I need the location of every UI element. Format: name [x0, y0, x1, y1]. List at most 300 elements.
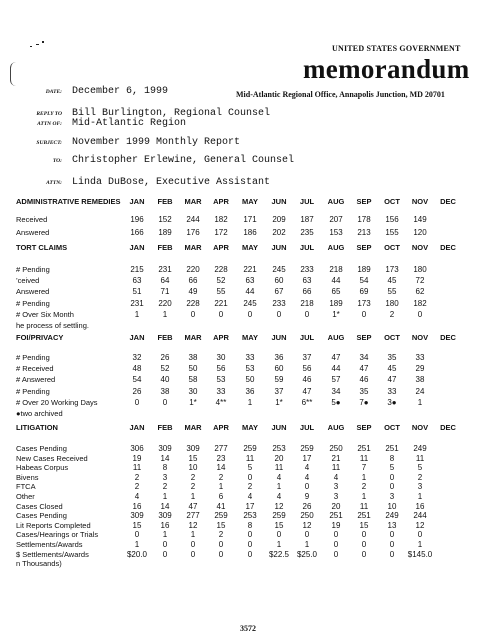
table-cell: 16	[132, 501, 142, 511]
month-header: JUN	[271, 243, 287, 252]
table-cell: 0	[162, 540, 168, 549]
table-cell: 1	[417, 397, 423, 407]
row-label: # Answered	[16, 375, 56, 385]
table-cell: 66	[302, 287, 312, 297]
table-cell: 0	[162, 549, 168, 559]
table-cell: 26	[302, 501, 312, 511]
table-cell: 12	[302, 520, 312, 530]
table-cell: 40	[160, 375, 170, 385]
table-cell: 38	[188, 353, 198, 362]
month-header: AUG	[327, 423, 345, 432]
month-header: AUG	[327, 243, 345, 252]
row-label: # Pending	[16, 265, 50, 274]
table-cell: 182	[413, 298, 427, 308]
table-cell: 59	[274, 375, 284, 385]
table-cell: 259	[214, 511, 228, 521]
month-header: DEC	[440, 243, 456, 252]
table-cell: 7	[361, 463, 367, 473]
table-cell: 10	[387, 501, 397, 511]
table-cell: 153	[329, 228, 343, 237]
table-cell: 21	[331, 453, 341, 463]
table-cell: 0	[389, 482, 395, 492]
table-cell: 36	[274, 353, 284, 362]
attn-of-value: Mid-Atlantic Region	[72, 118, 187, 129]
table-cell: 231	[158, 265, 172, 274]
table-cell: 1*	[332, 309, 340, 319]
table-cell: 63	[132, 276, 142, 286]
table-cell: 8	[389, 453, 395, 463]
table-cell: 309	[186, 444, 200, 453]
table-cell: 1	[162, 309, 168, 319]
table-cell: 218	[329, 265, 343, 274]
table-cell: 12	[188, 520, 198, 530]
table-cell: 38	[415, 375, 425, 385]
table-cell: 16	[160, 520, 170, 530]
month-header: MAR	[184, 197, 202, 206]
table-cell: 0	[218, 549, 224, 559]
table-cell: 34	[331, 386, 341, 396]
table-cell: 14	[160, 501, 170, 511]
table-cell: 2	[162, 482, 168, 492]
table-cell: 5	[389, 463, 395, 473]
row-label: $ Settlements/Awards	[16, 549, 89, 559]
table-cell: 189	[357, 265, 371, 274]
table-cell: 309	[158, 511, 172, 521]
table-cell: 155	[385, 228, 399, 237]
table-cell: 215	[130, 265, 144, 274]
table-cell: 1	[247, 397, 253, 407]
table-cell: 2	[134, 482, 140, 492]
row-label: # Pending	[16, 298, 50, 308]
month-header: DEC	[440, 333, 456, 342]
table-cell: 67	[274, 287, 284, 297]
table-cell: 15	[359, 520, 369, 530]
month-header: NOV	[411, 243, 429, 252]
table-cell: 37	[302, 353, 312, 362]
table-cell: 55	[387, 287, 397, 297]
table-cell: 235	[300, 228, 314, 237]
table-cell: 0	[190, 309, 196, 319]
table-cell: 48	[132, 364, 142, 374]
table-cell: 231	[130, 298, 144, 308]
date-value: December 6, 1999	[72, 86, 169, 97]
table-cell: 41	[216, 501, 226, 511]
table-cell: 0	[247, 472, 253, 482]
table-cell: 253	[272, 444, 286, 453]
table-cell: 156	[385, 215, 399, 224]
table-cell: 1	[361, 472, 367, 482]
month-header: MAY	[242, 243, 258, 252]
table-cell: 1	[218, 482, 224, 492]
table-cell: 0	[247, 309, 253, 319]
table-cell: 180	[413, 265, 427, 274]
row-label: # Over Six Month	[16, 309, 74, 319]
table-cell: 15	[216, 520, 226, 530]
row-label: ●two archived	[16, 409, 63, 418]
table-cell: 0	[389, 549, 395, 559]
table-cell: 2	[190, 472, 196, 482]
table-cell: 213	[357, 228, 371, 237]
table-cell: 218	[300, 298, 314, 308]
table-cell: 4**	[215, 397, 227, 407]
row-label: # Pending	[16, 386, 50, 396]
table-cell: 11	[331, 463, 341, 473]
table-cell: 35	[387, 353, 397, 362]
table-cell: 15	[274, 520, 284, 530]
row-label: he process of settling.	[16, 321, 89, 330]
month-header: NOV	[411, 197, 429, 206]
row-label: Answered	[16, 287, 50, 297]
table-cell: 36	[245, 386, 255, 396]
row-label: Received	[16, 215, 48, 224]
table-cell: 4	[276, 492, 282, 501]
table-cell: 34	[359, 353, 369, 362]
table-cell: 0	[218, 540, 224, 549]
table-cell: 244	[186, 215, 200, 224]
table-cell: 250	[300, 511, 314, 521]
table-cell: 53	[216, 375, 226, 385]
table-cell: 8	[162, 463, 168, 473]
table-cell: 4	[134, 492, 140, 501]
table-cell: 4	[276, 472, 282, 482]
table-cell: 46	[302, 375, 312, 385]
table-cell: 15	[188, 453, 198, 463]
table-cell: 69	[359, 287, 369, 297]
table-cell: 0	[361, 309, 367, 319]
table-cell: 3	[417, 482, 423, 492]
government-header: UNITED STATES GOVERNMENT	[332, 44, 461, 53]
month-header: APR	[213, 243, 229, 252]
table-cell: 29	[415, 364, 425, 374]
table-cell: 0	[389, 472, 395, 482]
month-header: NOV	[411, 423, 429, 432]
table-cell: 5	[417, 463, 423, 473]
table-cell: 0	[389, 530, 395, 540]
row-label: Answered	[16, 228, 50, 237]
date-label: DATE:	[45, 89, 62, 95]
table-cell: 2	[218, 530, 224, 540]
table-cell: 24	[415, 386, 425, 396]
table-cell: 166	[130, 228, 144, 237]
table-cell: 1*	[275, 397, 283, 407]
table-cell: 0	[417, 530, 423, 540]
reply-to-label: REPLY TO	[36, 111, 62, 117]
month-header: JAN	[129, 423, 145, 432]
table-cell: 63	[302, 276, 312, 286]
table-cell: 189	[158, 228, 172, 237]
section-title: LITIGATION	[16, 423, 58, 432]
month-header: OCT	[384, 423, 400, 432]
row-label: Cases Closed	[16, 501, 63, 511]
table-cell: 47	[359, 364, 369, 374]
table-cell: 5	[247, 463, 253, 473]
table-cell: 245	[272, 265, 286, 274]
table-cell: 44	[331, 276, 341, 286]
month-header: FEB	[157, 423, 173, 432]
table-cell: 50	[245, 375, 255, 385]
table-cell: 196	[130, 215, 144, 224]
row-label: Cases Pending	[16, 444, 67, 453]
month-header: MAR	[184, 333, 202, 342]
table-cell: 176	[186, 228, 200, 237]
to-label: TO:	[52, 158, 62, 164]
table-cell: 37	[274, 386, 284, 396]
to-value: Christopher Erlewine, General Counsel	[72, 155, 295, 166]
row-label: Other	[16, 492, 35, 501]
table-cell: 66	[188, 276, 198, 286]
table-cell: 0	[333, 530, 339, 540]
section-title: FOI/PRIVACY	[16, 333, 64, 342]
table-cell: 54	[359, 276, 369, 286]
table-cell: 19	[132, 453, 142, 463]
table-cell: 0	[247, 540, 253, 549]
month-header: NOV	[411, 333, 429, 342]
table-cell: 249	[413, 444, 427, 453]
page-number: 3572	[240, 624, 256, 633]
table-cell: 309	[130, 511, 144, 521]
table-cell: 0	[247, 530, 253, 540]
section-title: TORT CLAIMS	[16, 243, 68, 252]
table-cell: 26	[132, 386, 142, 396]
table-cell: 1	[276, 540, 282, 549]
table-cell: 11	[359, 453, 369, 463]
table-cell: 15	[132, 520, 142, 530]
table-cell: 14	[216, 463, 226, 473]
table-cell: $145.0	[407, 549, 433, 559]
table-cell: 233	[300, 265, 314, 274]
table-cell: 277	[214, 444, 228, 453]
table-cell: 56	[302, 364, 312, 374]
table-cell: 251	[357, 511, 371, 521]
table-cell: 33	[245, 353, 255, 362]
table-cell: 2	[134, 472, 140, 482]
table-cell: 6**	[301, 397, 313, 407]
table-cell: 220	[186, 265, 200, 274]
month-header: MAR	[184, 243, 202, 252]
table-cell: 0	[276, 530, 282, 540]
table-cell: 62	[415, 287, 425, 297]
table-cell: 30	[216, 353, 226, 362]
table-cell: 52	[216, 276, 226, 286]
table-cell: 249	[385, 511, 399, 521]
speck-mark	[36, 44, 39, 45]
table-cell: 64	[160, 276, 170, 286]
table-cell: 45	[387, 364, 397, 374]
month-header: JAN	[129, 333, 145, 342]
table-cell: 189	[329, 298, 343, 308]
table-cell: 23	[216, 453, 226, 463]
table-cell: 221	[214, 298, 228, 308]
table-cell: 35	[359, 386, 369, 396]
table-cell: 60	[274, 276, 284, 286]
table-cell: 56	[216, 364, 226, 374]
table-cell: 12	[274, 501, 284, 511]
table-cell: 1	[162, 530, 168, 540]
table-cell: 65	[331, 287, 341, 297]
table-cell: 0	[361, 530, 367, 540]
table-cell: 3	[162, 472, 168, 482]
table-cell: 38	[160, 386, 170, 396]
table-cell: 20	[331, 501, 341, 511]
table-cell: 72	[415, 276, 425, 286]
table-cell: 32	[132, 353, 142, 362]
table-cell: 0	[134, 397, 140, 407]
month-header: SEP	[356, 243, 372, 252]
table-cell: 0	[276, 309, 282, 319]
table-cell: 0	[190, 540, 196, 549]
table-cell: 17	[302, 453, 312, 463]
month-header: SEP	[356, 197, 372, 206]
office-address: Mid-Atlantic Regional Office, Annapolis Junction, MD 20701	[236, 90, 445, 99]
table-cell: 2	[247, 482, 253, 492]
row-label: Cases Pending	[16, 511, 67, 521]
table-cell: 3●	[387, 397, 397, 407]
month-header: JUN	[271, 197, 287, 206]
row-label: # Pending	[16, 353, 50, 362]
table-cell: 58	[188, 375, 198, 385]
table-cell: 54	[132, 375, 142, 385]
table-cell: 250	[329, 444, 343, 453]
row-label: Bivens	[16, 472, 39, 482]
table-cell: 209	[272, 215, 286, 224]
table-cell: 186	[243, 228, 257, 237]
table-cell: 259	[300, 444, 314, 453]
table-cell: 1	[276, 482, 282, 492]
table-cell: 53	[245, 364, 255, 374]
table-cell: 14	[160, 453, 170, 463]
table-cell: 3	[333, 482, 339, 492]
table-cell: 30	[188, 386, 198, 396]
table-cell: 120	[413, 228, 427, 237]
table-cell: 259	[272, 511, 286, 521]
speck-mark	[30, 46, 32, 47]
table-cell: 2	[218, 472, 224, 482]
table-cell: 182	[214, 215, 228, 224]
table-cell: 4	[333, 472, 339, 482]
table-cell: 47	[302, 386, 312, 396]
table-cell: 1*	[189, 397, 197, 407]
month-header: MAY	[242, 423, 258, 432]
table-cell: 51	[132, 287, 142, 297]
month-header: MAY	[242, 197, 258, 206]
table-cell: 33	[216, 386, 226, 396]
month-header: JUN	[271, 333, 287, 342]
table-cell: 63	[245, 276, 255, 286]
row-label: New Cases Received	[16, 453, 88, 463]
table-cell: 11	[359, 501, 369, 511]
row-label: FTCA	[16, 482, 36, 492]
table-cell: 16	[415, 501, 425, 511]
month-header: APR	[213, 423, 229, 432]
speck-mark	[42, 41, 44, 43]
month-header: JUL	[299, 197, 315, 206]
table-cell: 1	[304, 540, 310, 549]
table-cell: 1	[361, 492, 367, 501]
table-cell: 1	[417, 540, 423, 549]
month-header: JUN	[271, 423, 287, 432]
table-cell: 0	[361, 549, 367, 559]
paren-mark	[10, 62, 16, 86]
row-label: ’ceived	[16, 276, 40, 286]
reply-to-value: Bill Burlington, Regional Counsel	[72, 108, 271, 119]
memo-title: memorandum	[303, 54, 470, 84]
month-header: SEP	[356, 423, 372, 432]
table-cell: 0	[304, 530, 310, 540]
table-cell: 11	[274, 463, 284, 473]
table-cell: 47	[387, 375, 397, 385]
table-cell: 33	[387, 386, 397, 396]
table-cell: 233	[272, 298, 286, 308]
table-cell: $20.0	[126, 549, 148, 559]
table-cell: 12	[415, 520, 425, 530]
table-cell: 221	[243, 265, 257, 274]
table-cell: 1	[134, 540, 140, 549]
table-cell: 171	[243, 215, 257, 224]
table-cell: 253	[243, 511, 257, 521]
table-cell: 46	[359, 375, 369, 385]
month-header: JUL	[299, 243, 315, 252]
attn-value: Linda DuBose, Executive Assistant	[72, 177, 271, 188]
table-cell: 244	[413, 511, 427, 521]
table-cell: 0	[218, 309, 224, 319]
table-cell: 1	[190, 530, 196, 540]
table-cell: 251	[329, 511, 343, 521]
month-header: DEC	[440, 423, 456, 432]
row-label: Lit Reports Completed	[16, 520, 91, 530]
table-cell: 4	[304, 472, 310, 482]
table-cell: 0	[361, 540, 367, 549]
table-cell: 178	[357, 215, 371, 224]
subject-label: SUBJECT:	[36, 140, 62, 146]
table-cell: 11	[132, 463, 142, 473]
month-header: AUG	[327, 197, 345, 206]
month-header: FEB	[157, 243, 173, 252]
table-cell: 207	[329, 215, 343, 224]
table-cell: 3	[389, 492, 395, 501]
table-cell: 0	[304, 482, 310, 492]
table-cell: 1	[417, 492, 423, 501]
month-header: MAY	[242, 333, 258, 342]
table-cell: 277	[186, 511, 200, 521]
table-cell: 20	[274, 453, 284, 463]
table-cell: 9	[304, 492, 310, 501]
table-cell: 2	[361, 482, 367, 492]
table-cell: 149	[413, 215, 427, 224]
table-cell: 251	[357, 444, 371, 453]
table-cell: 0	[333, 540, 339, 549]
table-cell: 202	[272, 228, 286, 237]
table-cell: 0	[389, 540, 395, 549]
table-cell: 2	[389, 309, 395, 319]
table-cell: 11	[415, 453, 425, 463]
month-header: OCT	[384, 333, 400, 342]
table-cell: 60	[274, 364, 284, 374]
row-label: Cases/Hearings or Trials	[16, 530, 99, 540]
table-cell: 187	[300, 215, 314, 224]
month-header: MAR	[184, 423, 202, 432]
table-cell: 26	[160, 353, 170, 362]
table-cell: 0	[247, 549, 253, 559]
table-cell: 251	[385, 444, 399, 453]
table-cell: $25.0	[296, 549, 318, 559]
table-cell: 55	[216, 287, 226, 297]
table-cell: 3	[333, 492, 339, 501]
table-cell: 13	[387, 520, 397, 530]
table-cell: 2	[417, 472, 423, 482]
table-cell: 57	[331, 375, 341, 385]
table-cell: 245	[243, 298, 257, 308]
table-cell: 172	[214, 228, 228, 237]
